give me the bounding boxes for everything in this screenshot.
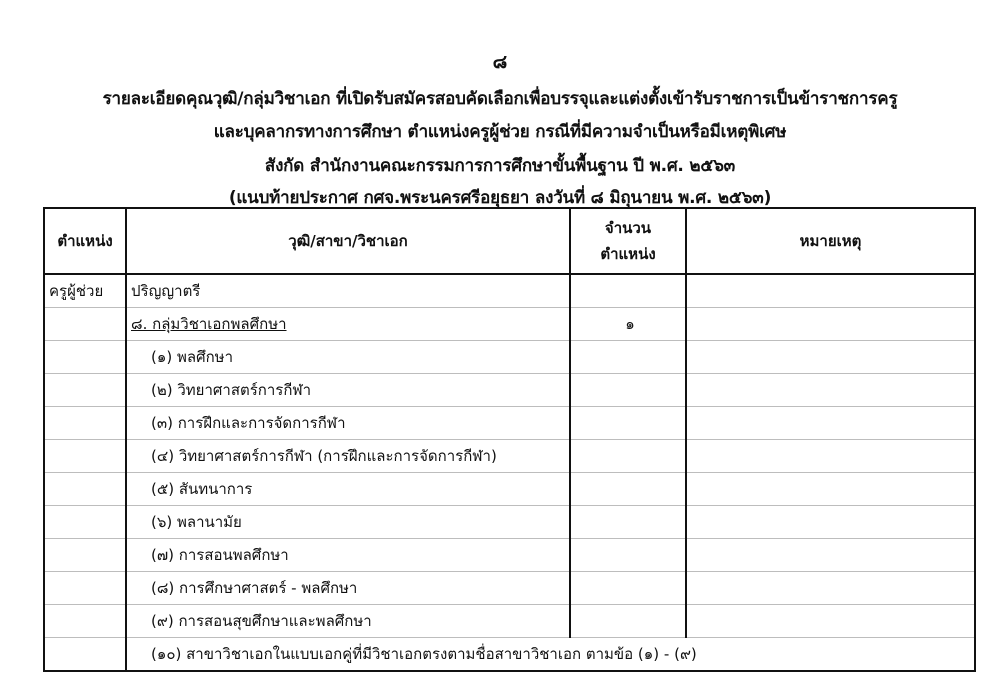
column-header-count-line-1: จำนวน [604, 219, 652, 237]
list-item: (๕) สันทนาการ [151, 480, 253, 498]
remarks-cell [686, 341, 975, 374]
document-title-line-4: (แนบท้ายประกาศ กศจ.พระนครศรีอยุธยา ลงวันที่ ๘ มิถุนายน พ.ศ. ๒๕๖๓) [228, 188, 772, 208]
item-cell [126, 407, 570, 440]
column-header-qualification: วุฒิ/สาขา/วิชาเอก [126, 208, 570, 274]
qualification-table [43, 207, 976, 672]
remarks-cell [686, 506, 975, 539]
table-row [44, 473, 975, 506]
position-cell [44, 605, 126, 638]
count-cell [570, 407, 686, 440]
count-cell [570, 572, 686, 605]
list-item: (๓) การฝึกและการจัดการกีฬา [151, 414, 346, 432]
degree-label: ปริญญาตรี [131, 282, 201, 300]
list-item: (๗) การสอนพลศึกษา [151, 546, 289, 564]
item-cell [126, 440, 570, 473]
remarks-cell [686, 539, 975, 572]
item-cell [126, 473, 570, 506]
position-cell [44, 308, 126, 341]
table-header-row [44, 208, 975, 274]
count-cell: ๑ [570, 308, 686, 341]
list-item: (๙) การสอนสุขศึกษาและพลศึกษา [151, 612, 372, 630]
position-cell [44, 374, 126, 407]
position-cell [44, 638, 126, 672]
count-cell [570, 473, 686, 506]
position-cell [44, 473, 126, 506]
position-cell [44, 407, 126, 440]
degree-cell [126, 274, 570, 308]
table-row [44, 308, 975, 341]
remarks-cell [686, 274, 975, 308]
page-number: ๘ [492, 51, 508, 73]
list-item: (๒) วิทยาศาสตร์การกีฬา [151, 381, 312, 399]
list-item: (๔) วิทยาศาสตร์การกีฬา (การฝึกและการจัดการกีฬา) [151, 447, 497, 465]
table-row [44, 274, 975, 308]
document-title-line-1: รายละเอียดคุณวุฒิ/กลุ่มวิชาเอก ที่เปิดรับสมัครสอบคัดเลือกเพื่อบรรจุและแต่งตั้งเข้ารับราชการเป็นข้าราชการครู [102, 89, 898, 109]
remarks-cell [686, 407, 975, 440]
table-row [44, 341, 975, 374]
item-cell [126, 605, 570, 638]
column-header-count-line-2: ตำแหน่ง [600, 245, 656, 263]
count-cell [570, 605, 686, 638]
table-row [44, 638, 975, 672]
list-item: (๘) การศึกษาศาสตร์ - พลศึกษา [151, 579, 358, 597]
count-cell [570, 274, 686, 308]
table-row [44, 440, 975, 473]
item-cell [126, 638, 975, 672]
remarks-cell [686, 374, 975, 407]
item-cell [126, 506, 570, 539]
table-row [44, 407, 975, 440]
item-cell [126, 374, 570, 407]
remarks-cell [686, 473, 975, 506]
count-cell [570, 506, 686, 539]
column-header-count [570, 208, 686, 274]
table-row [44, 605, 975, 638]
table-row [44, 374, 975, 407]
item-cell [126, 572, 570, 605]
list-item: (๑) พลศึกษา [151, 348, 233, 366]
position-cell [44, 506, 126, 539]
count-cell [570, 374, 686, 407]
group-title: ๘. กลุ่มวิชาเอกพลศึกษา [131, 315, 287, 333]
count-cell [570, 539, 686, 572]
table-row [44, 572, 975, 605]
remarks-cell [686, 572, 975, 605]
position-cell [44, 341, 126, 374]
document-title-line-2: และบุคลากรทางการศึกษา ตำแหน่งครูผู้ช่วย กรณีที่มีความจำเป็นหรือมีเหตุพิเศษ [213, 122, 787, 142]
table-row [44, 539, 975, 572]
count-cell [570, 341, 686, 374]
list-item: (๑๐) สาขาวิชาเอกในแบบเอกคู่ที่มีวิชาเอกตรงตามชื่อสาขาวิชาเอก ตามข้อ (๑) - (๙) [151, 645, 697, 663]
remarks-cell [686, 440, 975, 473]
position-cell [44, 539, 126, 572]
position-cell [44, 440, 126, 473]
item-cell [126, 539, 570, 572]
position-cell: ครูผู้ช่วย [44, 274, 126, 308]
column-header-remarks: หมายเหตุ [686, 208, 975, 274]
position-cell [44, 572, 126, 605]
column-header-position: ตำแหน่ง [44, 208, 126, 274]
count-cell [570, 440, 686, 473]
item-cell [126, 341, 570, 374]
remarks-cell [686, 605, 975, 638]
document-title-line-3: สังกัด สำนักงานคณะกรรมการการศึกษาขั้นพื้นฐาน ปี พ.ศ. ๒๕๖๓ [264, 156, 736, 176]
remarks-cell [686, 308, 975, 341]
table-row [44, 506, 975, 539]
group-title-cell [126, 308, 570, 341]
list-item: (๖) พลานามัย [151, 513, 242, 531]
